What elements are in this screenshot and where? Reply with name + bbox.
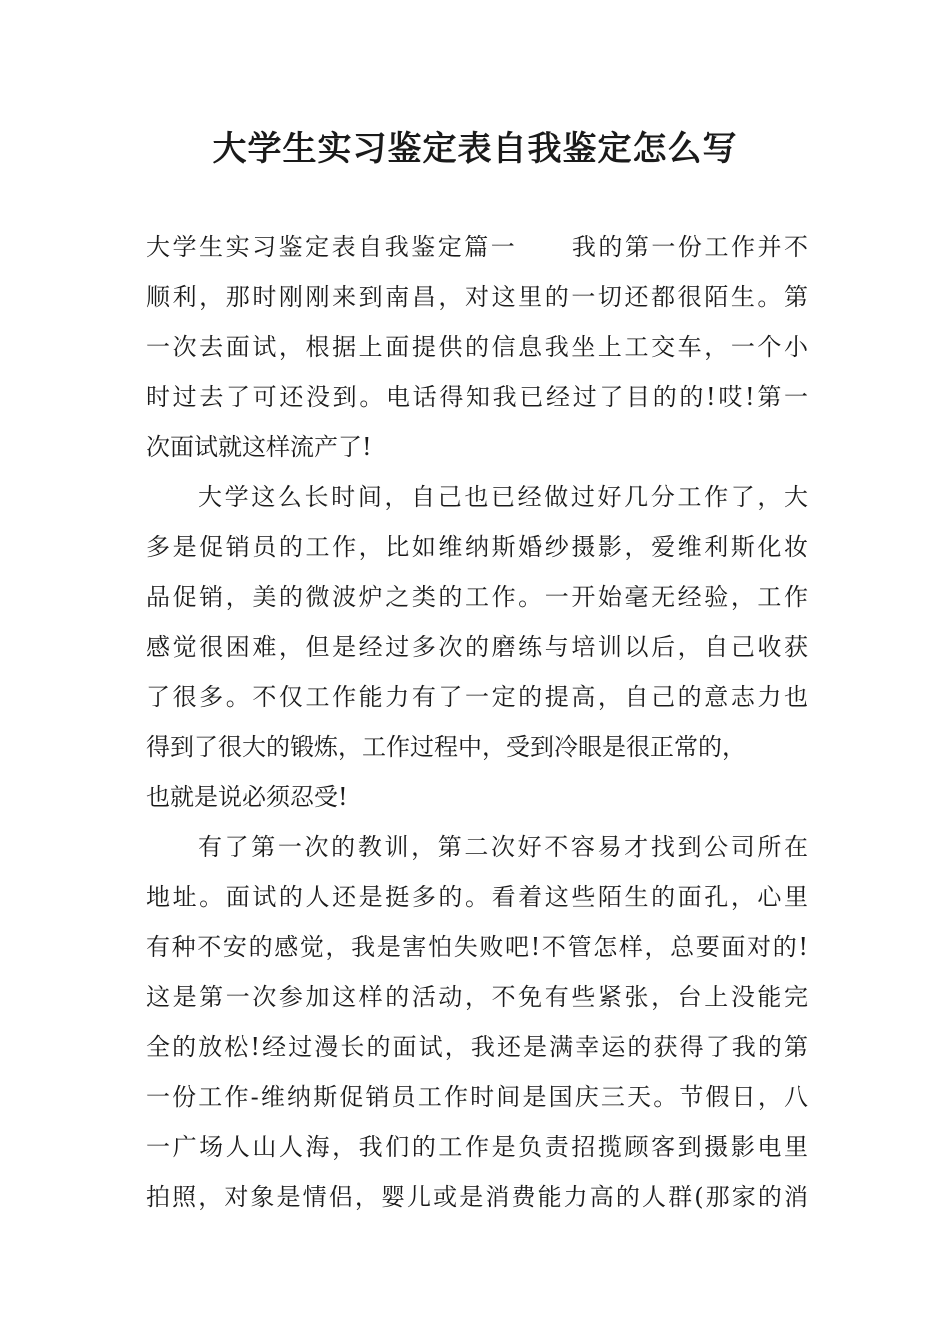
- text-line: 有了第一次的教训，第二次好不容易才找到公司所在: [198, 833, 808, 861]
- text-line: 顺利，那时刚刚来到南昌，对这里的一切还都很陌生。第: [146, 283, 808, 311]
- text-line: 次面试就这样流产了!: [146, 433, 372, 461]
- text-line: 一份工作-维纳斯促销员工作时间是国庆三天。节假日，八: [146, 1083, 808, 1111]
- text-line: 多是促销员的工作，比如维纳斯婚纱摄影，爱维利斯化妆: [146, 533, 808, 561]
- text-line: 得到了很大的锻炼，工作过程中，受到冷眼是很正常的，: [146, 733, 746, 761]
- text-line: 这是第一次参加这样的活动，不免有些紧张，台上没能完: [146, 983, 808, 1011]
- text-line: 一次去面试，根据上面提供的信息我坐上工交车，一个小: [146, 333, 808, 361]
- text-line: 拍照，对象是情侣，婴儿或是消费能力高的人群(那家的消: [146, 1183, 808, 1211]
- text-line: 全的放松!经过漫长的面试，我还是满幸运的获得了我的第: [146, 1033, 808, 1061]
- text-line: 也就是说必须忍受!: [146, 783, 348, 811]
- text-line: 品促销，美的微波炉之类的工作。一开始毫无经验，工作: [146, 583, 808, 611]
- document-title: 大学生实习鉴定表自我鉴定怎么写: [212, 129, 738, 169]
- text-line: 了很多。不仅工作能力有了一定的提高，自己的意志力也: [146, 683, 808, 711]
- paragraph-2: [146, 472, 808, 822]
- text-line: 感觉很困难，但是经过多次的磨练与培训以后，自己收获: [146, 633, 808, 661]
- text-line: 地址。面试的人还是挺多的。看着这些陌生的面孔，心里: [146, 883, 808, 911]
- text-line: 时过去了可还没到。电话得知我已经过了目的的!哎!第一: [146, 383, 808, 411]
- paragraph-3: [146, 822, 808, 1222]
- section-heading: 大学生实习鉴定表自我鉴定篇一: [146, 233, 518, 261]
- document-body: [146, 222, 808, 1222]
- paragraph-1: [146, 222, 808, 472]
- text-line: 一广场人山人海，我们的工作是负责招揽顾客到摄影电里: [146, 1133, 808, 1161]
- text-line: 有种不安的感觉，我是害怕失败吧!不管怎样，总要面对的!: [146, 933, 808, 961]
- text-line: 大学生实习鉴定表自我鉴定篇一 我的第一份工作并不: [146, 233, 809, 261]
- text-line: 大学这么长时间，自己也已经做过好几分工作了，大: [198, 483, 808, 511]
